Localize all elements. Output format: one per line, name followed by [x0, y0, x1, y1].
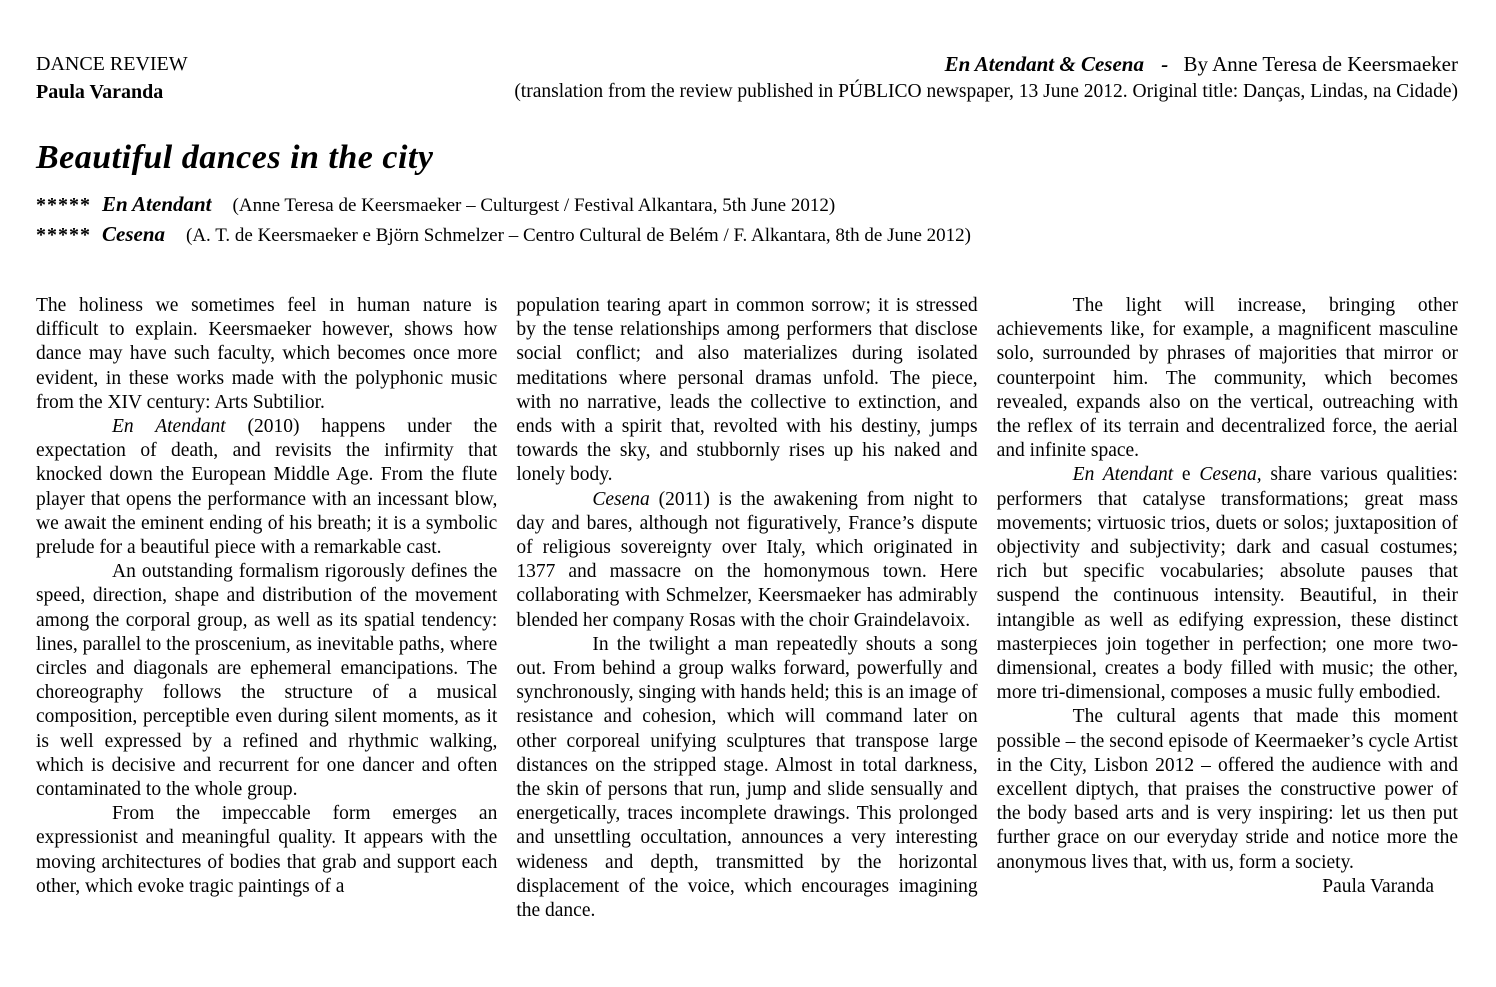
works-separator: -: [1161, 52, 1169, 76]
works-title: En Atendant & Cesena: [944, 52, 1144, 76]
review-rating-line: [36, 190, 1458, 220]
column-2: [516, 294, 977, 923]
emphasized-text: Cesena,: [1199, 464, 1262, 486]
star-rating: *****: [36, 224, 91, 246]
emphasized-text: En Atendant: [1072, 464, 1174, 486]
paragraph: The light will increase, bringing other achievements like, for example, a magnificent masculine solo, surrounded by phrases of majorities that mirror or counterpoint him. The community, which becomes revealed, expands also on the vertical, outreaching with the reflex of its terrain and decentralized force, the aerial and infinite space.: [996, 295, 1458, 462]
header-left: [36, 50, 188, 106]
reviewer-name: Paula Varanda: [36, 81, 164, 103]
paragraph: An outstanding formalism rigorously defines the speed, direction, shape and distribution of the movement among the corporal group, as well as its spatial tendency: lines, parallel to the proscenium, as inevitable paths, where circles and diagonals are ephemeral emancipations. The choreography follows the structure of a musical composition, perceptible even during silent moments, as it is well expressed by a refined and rhythmic walking, which is decisive and recurrent for one dancer and often contaminated to the whole group.: [36, 561, 498, 801]
article-body: [36, 294, 1458, 923]
header-right: [514, 50, 1458, 106]
emphasized-text: Cesena: [592, 488, 650, 510]
section-kicker: DANCE REVIEW: [36, 53, 188, 75]
emphasized-text: En Atendant: [112, 416, 226, 438]
column-3: [997, 294, 1458, 923]
work-name: Cesena: [102, 222, 165, 246]
review-details: (A. T. de Keersmaeker e Björn Schmelzer – Centro Cultural de Belém / F. Alkantara, 8th de June 2012): [186, 225, 972, 246]
paragraph: From the impeccable form emerges an expressionist and meaningful quality. It appears with the moving architectures of bodies that grab and support each other, which evoke tragic paintings of a: [36, 803, 498, 897]
paragraph: En Atendant (2010) happens under the expectation of death, and revisits the infirmity that knocked down the European Middle Age. From the flute player that opens the performance with an incessant blow, we await the eminent ending of his breath; it is a symbolic prelude for a beautiful piece with a remarkable cast.: [36, 416, 498, 559]
paragraph: The cultural agents that made this moment possible – the second episode of Keermaeker’s cycle Artist in the City, Lisbon 2012 – offered the audience with and excellent diptych, that praises the constructive power of the body based arts and is very inspiring: let us then put further grace on our everyday stride and notice more the anonymous lives that, with us, form a society.: [996, 706, 1458, 873]
review-rating-line: [36, 220, 1458, 250]
works-title-line: [514, 50, 1458, 78]
translation-note: (translation from the review published in PÚBLICO newspaper, 13 June 2012. Original title: Danças, Lindas, na Cidade): [514, 81, 1458, 102]
works-author: By Anne Teresa de Keersmaeker: [1183, 52, 1458, 76]
review-ratings: [36, 190, 1458, 250]
paragraph: En Atendant e Cesena, share various qualities: performers that catalyse transformations; great mass movements; virtuosic trios, duets or solos; juxtaposition of objectivity and subjectivity; dark and casual costumes; rich but specific vocabularies; absolute pauses that suspend the continuous intensity. Beautiful, in their intangible as well as edifying expression, these distinct masterpieces join together in perfection; one more two-dimensional, creates a body filled with music; the other, more tri-dimensional, composes a music fully embodied.: [996, 464, 1458, 704]
paragraph: The holiness we sometimes feel in human nature is difficult to explain. Keersmaeker however, shows how dance may have such faculty, which becomes once more evident, in these works made with the polyphonic music from the XIV century: Arts Subtilior.: [36, 295, 498, 413]
work-name: En Atendant: [102, 192, 212, 216]
article-title: Beautiful dances in the city: [36, 139, 434, 176]
review-details: (Anne Teresa de Keersmaeker – Culturgest / Festival Alkantara, 5th June 2012): [232, 195, 836, 216]
header: [36, 50, 1458, 106]
paragraph: In the twilight a man repeatedly shouts a song out. From behind a group walks forward, powerfully and synchronously, singing with hands held; this is an image of resistance and cohesion, which will command later on other corporeal unifying sculptures that transpose large distances on the stripped stage. Almost in total darkness, the skin of persons that run, jump and slide sensually and energetically, traces incomplete drawings. This prolonged and unsettling occultation, announces a very interesting wideness and depth, transmitted by the horizontal displacement of the voice, which encourages imagining the dance.: [516, 633, 978, 922]
paragraph: Paula Varanda: [1322, 875, 1434, 897]
paragraph: Cesena (2011) is the awakening from night to day and bares, although not figuratively, France’s dispute of religious sovereignty over Italy, which originated in 1377 and massacre on the homonymous town. Here collaborating with Schmelzer, Keersmaeker has admirably blended her company Rosas with the choir Graindelavoix.: [516, 488, 978, 631]
column-1: [36, 294, 497, 923]
star-rating: *****: [36, 194, 91, 216]
paragraph: population tearing apart in common sorrow; it is stressed by the tense relationships among performers that disclose social conflict; and also materializes during isolated meditations where personal dramas unfold. The piece, with no narrative, leads the collective to extinction, and ends with a spirit that, revolted with his destiny, jumps towards the sky, and stubbornly rises up his naked and lonely body.: [516, 295, 978, 486]
